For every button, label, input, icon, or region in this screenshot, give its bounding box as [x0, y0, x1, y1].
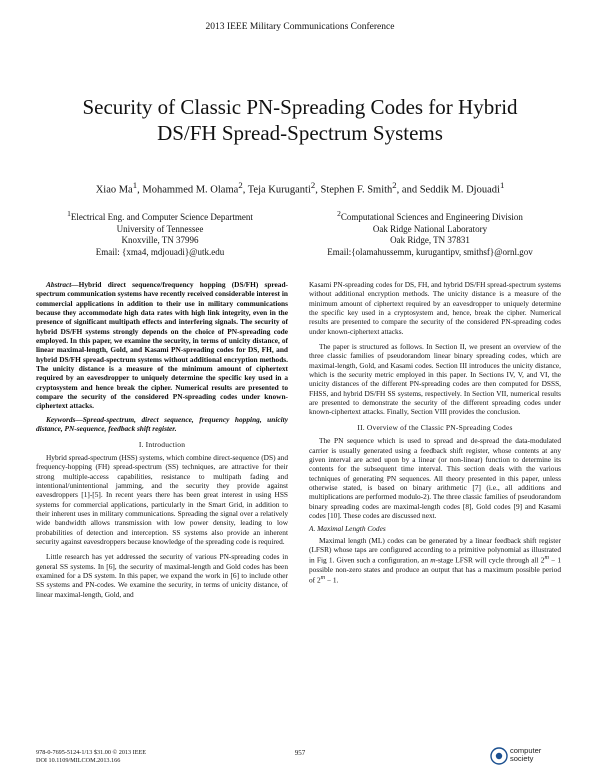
author-affiliation-marker: 2 — [392, 180, 397, 190]
ml-paragraph-1 — [309, 536, 561, 586]
affiliation-address: Knoxville, TN 37996 — [121, 235, 199, 245]
intro-paragraph-2: Little research has yet addressed the security of various PN-spreading codes in general SS systems. In [6], the security of maximal-length and Gold codes has been examined for a DS system. In this paper, we expand the work in [6] to include other SS systems and PN-codes. We examine the security, in terms of unicity distance, of linear maximal-length, Gold, and — [36, 552, 288, 599]
logo-line-1: computer — [510, 746, 542, 755]
author-list — [20, 180, 580, 196]
ml-text: − 1. — [325, 575, 339, 585]
keywords — [36, 415, 288, 434]
author-affiliation-marker: 1 — [132, 180, 138, 190]
affiliation-address: Oak Ridge, TN 37831 — [390, 235, 470, 245]
author-separator: , — [315, 184, 321, 196]
author-name: Teja Kuruganti — [247, 184, 311, 196]
affiliation-email: Email: {xma4, mdjouadi}@utk.edu — [95, 246, 225, 257]
ml-text: − 1 possible non-zero states and produce an output that has a maximum possible period of 2 — [309, 555, 561, 585]
abstract-label: Abstract— — [46, 280, 79, 289]
computer-society-logo — [490, 745, 570, 767]
affiliation-2 — [300, 208, 560, 258]
page-number: 957 — [294, 749, 306, 757]
abstract-text: Hybrid direct sequence/frequency hopping (DS/FH) spread-spectrum communication systems have recently received considerable interest in commercial applications in addition to their use in military communications because they accommodate high data rates with high link integrity, even in the presence of significant multipath effects and interfering signals. The security of hybrid DS/FH systems strongly depends on the choice of PN-spreading code employed. In this paper, we examine the security, in terms of unicity distance, of linear maximal-length, Gold, and Kasami PN-spreading codes for DS, FH, and hybrid DS/FH spread-spectrum systems without additional encryption methods. The unicity distance is a measure of the minimum amount of ciphertext required by an eavesdropper to uniquely determine the specific key used in a cryptosystem and hence break the cipher. Numerical results are presented to compare the security of the considered PN-spreading codes under known-ciphertext attacks. — [36, 280, 288, 411]
affiliation-institution: Oak Ridge National Laboratory — [372, 223, 488, 234]
paper-title — [40, 94, 560, 146]
affiliation-marker: 2 — [337, 209, 341, 218]
affiliation-department: Computational Sciences and Engineering Division — [340, 212, 523, 222]
author-name: Stephen F. Smith — [320, 184, 393, 196]
author-name: Mohammed M. Olama — [142, 184, 239, 196]
computer-society-logo-icon — [490, 747, 508, 765]
affiliation-institution: University of Tennessee — [116, 223, 204, 234]
intro-paragraph-3: The paper is structured as follows. In Section II, we present an overview of the three classic families of pseudorandom linear binary spreading codes, which are maximal-length, Gold, and Kasami codes. Section III introduces the unicity distance, which is the security metric employed in this paper. In Sections IV, V, and VI, the unicity distances of the different PN-spreading codes are then computed for DSSS, FHSS, and hybrid DS/FH SS systems, respectively. In Section VII, numerical results are presented to demonstrate the security of the different spreading codes under known-ciphertext attacks. Finally, Section VIII provides the conclusion. — [309, 342, 561, 417]
section-heading-overview: II. Overview of the Classic PN-Spreading Codes — [357, 422, 513, 432]
author-affiliation-marker: 1 — [499, 180, 505, 190]
intro-paragraph-1: Hybrid spread-spectrum (HSS) systems, which combine direct-sequence (DS) and frequency-hopping (FH) spread-spectrum (SS) techniques, are attractive for their strong multiple-access capabilities, resistance to multipath fading and intentional/unintentional jamming, and the security they provide against eavesdroppers [1]-[5]. In recent years there has been great interest in using HSS systems for commercial applications, particularly in the Smart Grid, in addition to their inherent uses in military communications. Spreading the signal over a relatively wide bandwidth allows transmission with low power density, leading to low probabilities of detection and interception. SS systems also provide an inherent security against eavesdroppers because knowledge of the spreading code is required. — [36, 452, 288, 546]
author-name: Xiao Ma — [95, 184, 133, 196]
keywords-label: Keywords— — [46, 414, 83, 424]
footer-isbn: 978-0-7695-5124-1/13 $31.00 © 2013 IEEE — [36, 749, 147, 756]
right-column — [309, 280, 561, 585]
logo-line-2: society — [510, 754, 534, 763]
title-line-1: Security of Classic PN-Spreading Codes for Hybrid — [82, 95, 518, 119]
ml-text: -stage LFSR will cycle through all 2 — [435, 555, 545, 565]
ml-math-exponent: m — [544, 555, 549, 562]
affiliation-email: Email:{olamahussemm, kurugantipv, smithsf}@ornl.gov — [327, 246, 533, 257]
author-affiliation-marker: 2 — [310, 180, 316, 190]
keywords-text: Spread-spectrum, direct sequence, frequency hopping, unicity distance, PN-sequence, feedback shift register. — [36, 414, 288, 434]
logo-text — [510, 747, 541, 763]
author-affiliation-marker: 2 — [238, 180, 243, 190]
left-column — [36, 280, 288, 599]
ml-math-m: m — [430, 555, 436, 565]
affiliation-1 — [60, 208, 260, 258]
footer-doi: DOI 10.1109/MILCOM.2013.166 — [36, 757, 121, 764]
section-heading-introduction: I. Introduction — [138, 439, 186, 449]
abstract — [36, 280, 288, 411]
overview-paragraph-1: The PN sequence which is used to spread and de-spread the data-modulated carrier is usually generated using a feedback shift register, whose contents at any given interval are acted upon by a linear (or non-linear) function to determine its contents for the subsequent time interval. This section deals with the various techniques of generating PN sequences. All theory presented in this paper, unless otherwise stated, is based on binary arithmetic [7] (i.e., all additions and multiplications are performed modulo-2). The three classic families of pseudorandom binary spreading codes are maximal-length codes [8], Gold codes [9] and Kasami codes [10]. These codes are discussed next. — [309, 436, 561, 520]
author-separator: , and — [396, 184, 420, 196]
author-name: Seddik M. Djouadi — [419, 184, 500, 196]
logo-core — [496, 753, 502, 759]
affiliation-marker: 1 — [67, 209, 71, 218]
conference-header: 2013 IEEE Military Communications Conference — [205, 22, 395, 32]
intro-paragraph-2-continued: Kasami PN-spreading codes for DS, FH, and hybrid DS/FH spread-spectrum systems without additional encryption methods. The unicity distance is a measure of the minimum amount of ciphertext required by an eavesdropper to uniquely determine the specific key used in a cryptosystem and, hence, break the cipher. Numerical results are presented to compare the security of the considered PN-spreading codes under known-ciphertext attacks. — [309, 280, 561, 336]
author-separator: , — [242, 184, 248, 196]
subsection-heading-maximal-length: A. Maximal Length Codes — [309, 524, 386, 534]
title-line-2: DS/FH Spread-Spectrum Systems — [157, 121, 443, 145]
ml-math-exponent: m — [320, 575, 326, 582]
author-separator: , — [137, 184, 143, 196]
affiliation-department: Electrical Eng. and Computer Science Department — [70, 212, 253, 222]
ml-text: Maximal length (ML) codes can be generated by a linear feedback shift register (LFSR) whose taps are configured according to a primitive polynomial as illustrated in Fig 1. Given such a configuration, an — [309, 535, 561, 565]
